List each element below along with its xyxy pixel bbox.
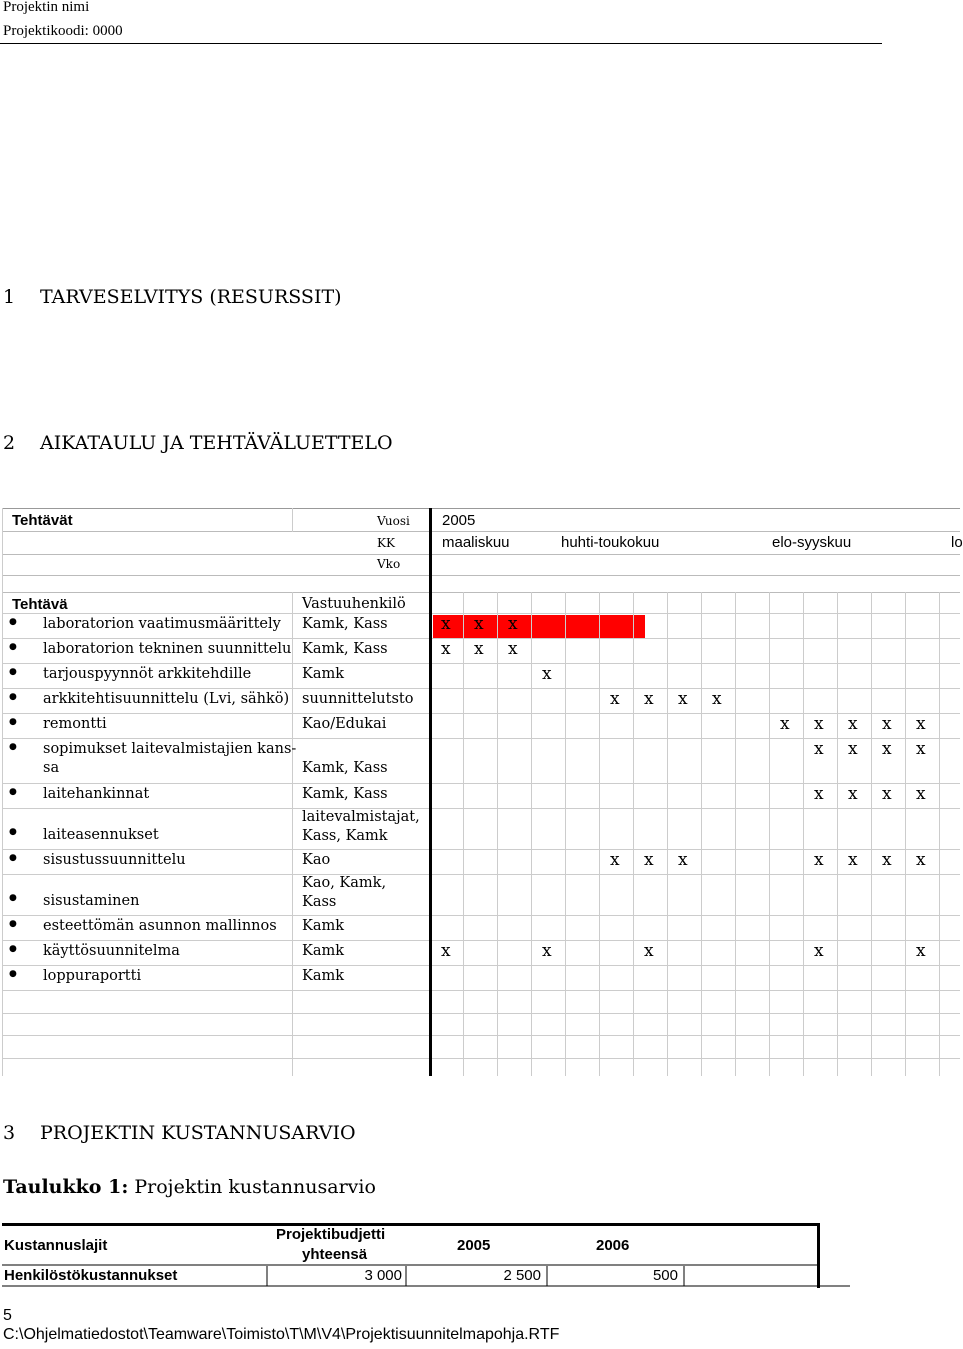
bullet-icon: ●	[9, 717, 17, 727]
schedule-mark: x	[882, 784, 892, 804]
task-name: laiteasennukset	[43, 827, 159, 843]
schedule-mark: x	[474, 614, 484, 634]
schedule-mark: x	[916, 784, 926, 804]
task-name: sisustussuunnittelu	[43, 852, 186, 868]
bullet-icon: ●	[9, 667, 17, 677]
schedule-mark: x	[882, 739, 892, 759]
schedule-mark: x	[814, 714, 824, 734]
bullet-icon: ●	[9, 787, 17, 797]
schedule-mark: x	[441, 614, 451, 634]
schedule-mark: x	[780, 714, 790, 734]
header-divider	[0, 43, 882, 44]
schedule-mark: x	[610, 689, 620, 709]
schedule-mark: x	[916, 714, 926, 734]
task-name: esteettömän asunnon mallinnos	[43, 918, 277, 934]
schedule-mark: x	[474, 639, 484, 659]
bullet-icon: ●	[9, 919, 17, 929]
table-caption-label: Taulukko 1:	[3, 1176, 129, 1198]
table-caption-text: Projektin kustannusarvio	[134, 1176, 376, 1198]
schedule-mark: x	[848, 739, 858, 759]
task-column-header: Tehtävä	[12, 596, 68, 613]
task-name-continued: sa	[43, 760, 60, 776]
schedule-mark: x	[916, 850, 926, 870]
cost-header-budget-line2: yhteensä	[302, 1246, 368, 1263]
month-1: maaliskuu	[442, 534, 510, 551]
task-name: arkkitehtisuunnittelu (Lvi, sähkö)	[43, 691, 290, 707]
schedule-table	[2, 508, 963, 1078]
schedule-mark: x	[814, 739, 824, 759]
owner-name: Kamk	[302, 666, 345, 682]
schedule-mark: x	[678, 689, 688, 709]
owner-name: laitevalmistajat,	[302, 809, 420, 825]
task-name: laboratorion tekninen suunnittelu	[43, 641, 292, 657]
schedule-mark: x	[814, 941, 824, 961]
task-name: sisustaminen	[43, 893, 140, 909]
section-3-number: 3	[3, 1122, 16, 1144]
cost-header-2005: 2005	[457, 1237, 491, 1254]
schedule-mark: x	[814, 850, 824, 870]
cost-row-total: 3 000	[364, 1267, 402, 1284]
schedule-mark: x	[916, 739, 926, 759]
bullet-icon: ●	[9, 692, 17, 702]
task-name: tarjouspyynnöt arkkitehdille	[43, 666, 252, 682]
schedule-mark: x	[508, 639, 518, 659]
schedule-mark: x	[644, 850, 654, 870]
year-label: 2005	[442, 512, 476, 529]
highlight-bar	[433, 615, 645, 638]
schedule-mark: x	[882, 714, 892, 734]
owner-name: Kamk	[302, 943, 345, 959]
bullet-icon: ●	[9, 893, 17, 903]
owner-name: Kao	[302, 852, 331, 868]
schedule-mark: x	[542, 941, 552, 961]
schedule-mark: x	[610, 850, 620, 870]
cost-header-2006: 2006	[596, 1237, 630, 1254]
month-2: huhti-toukokuu	[561, 534, 660, 551]
schedule-title: Tehtävät	[12, 512, 73, 529]
page-number: 5	[3, 1307, 12, 1324]
cost-table	[2, 1223, 850, 1288]
owner-name: Kamk	[302, 918, 345, 934]
schedule-mark: x	[678, 850, 688, 870]
cost-row-2006: 500	[652, 1267, 678, 1284]
owner-name: Kamk, Kass	[302, 786, 388, 802]
project-code: Projektikoodi: 0000	[3, 23, 123, 39]
section-3-title: PROJEKTIN KUSTANNUSARVIO	[40, 1122, 356, 1144]
task-name: sopimukset laitevalmistajien kans-	[43, 741, 297, 757]
owner-name-continued: Kass, Kamk	[302, 828, 388, 844]
owner-name-continued: Kass	[302, 894, 337, 910]
schedule-mark: x	[712, 689, 722, 709]
schedule-mark: x	[644, 941, 654, 961]
bullet-icon: ●	[9, 617, 17, 627]
schedule-mark: x	[814, 784, 824, 804]
schedule-mark: x	[916, 941, 926, 961]
month-4: lo	[951, 534, 963, 551]
kk-label: KK	[377, 536, 395, 550]
owner-column-header: Vastuuhenkilö	[302, 596, 406, 612]
section-1-title: TARVESELVITYS (RESURSSIT)	[40, 286, 342, 308]
task-name: loppuraportti	[43, 968, 142, 984]
owner-name: Kamk, Kass	[302, 616, 388, 632]
bullet-icon: ●	[9, 853, 17, 863]
section-1-number: 1	[3, 286, 16, 308]
bullet-icon: ●	[9, 827, 17, 837]
schedule-mark: x	[644, 689, 654, 709]
owner-name: Kamk, Kass	[302, 641, 388, 657]
schedule-mark: x	[848, 784, 858, 804]
table-caption	[3, 1176, 376, 1198]
schedule-mark: x	[508, 614, 518, 634]
task-name: laboratorion vaatimusmäärittely	[43, 616, 281, 632]
section-2-number: 2	[3, 432, 16, 454]
cost-row-2005: 2 500	[503, 1267, 541, 1284]
schedule-mark: x	[542, 664, 552, 684]
section-2-title: AIKATAULU JA TEHTÄVÄLUETTELO	[40, 432, 393, 454]
owner-name: Kao, Kamk,	[302, 875, 387, 891]
month-3: elo-syyskuu	[772, 534, 852, 551]
bullet-icon: ●	[9, 969, 17, 979]
owner-name: suunnittelutsto	[302, 691, 414, 707]
vko-label: Vko	[377, 557, 401, 571]
project-name: Projektin nimi	[3, 0, 90, 15]
schedule-mark: x	[848, 714, 858, 734]
task-name: käyttösuunnitelma	[43, 943, 180, 959]
owner-name: Kamk	[302, 968, 345, 984]
schedule-mark: x	[882, 850, 892, 870]
owner-name: Kamk, Kass	[302, 760, 388, 776]
schedule-mark: x	[848, 850, 858, 870]
cost-header-type: Kustannuslajit	[4, 1237, 108, 1254]
vuosi-label: Vuosi	[377, 514, 410, 528]
schedule-mark: x	[441, 941, 451, 961]
file-path: C:\Ohjelmatiedostot\Teamware\Toimisto\T\M\V4\Projektisuunnitelmapohja.RTF	[3, 1326, 560, 1343]
schedule-mark: x	[441, 639, 451, 659]
task-name: remontti	[43, 716, 107, 732]
bullet-icon: ●	[9, 642, 17, 652]
cost-header-budget: Projektibudjetti	[276, 1226, 386, 1243]
cost-row-label: Henkilöstökustannukset	[4, 1267, 178, 1284]
bullet-icon: ●	[9, 742, 17, 752]
owner-name: Kao/Edukai	[302, 716, 387, 732]
bullet-icon: ●	[9, 944, 17, 954]
task-name: laitehankinnat	[43, 786, 150, 802]
